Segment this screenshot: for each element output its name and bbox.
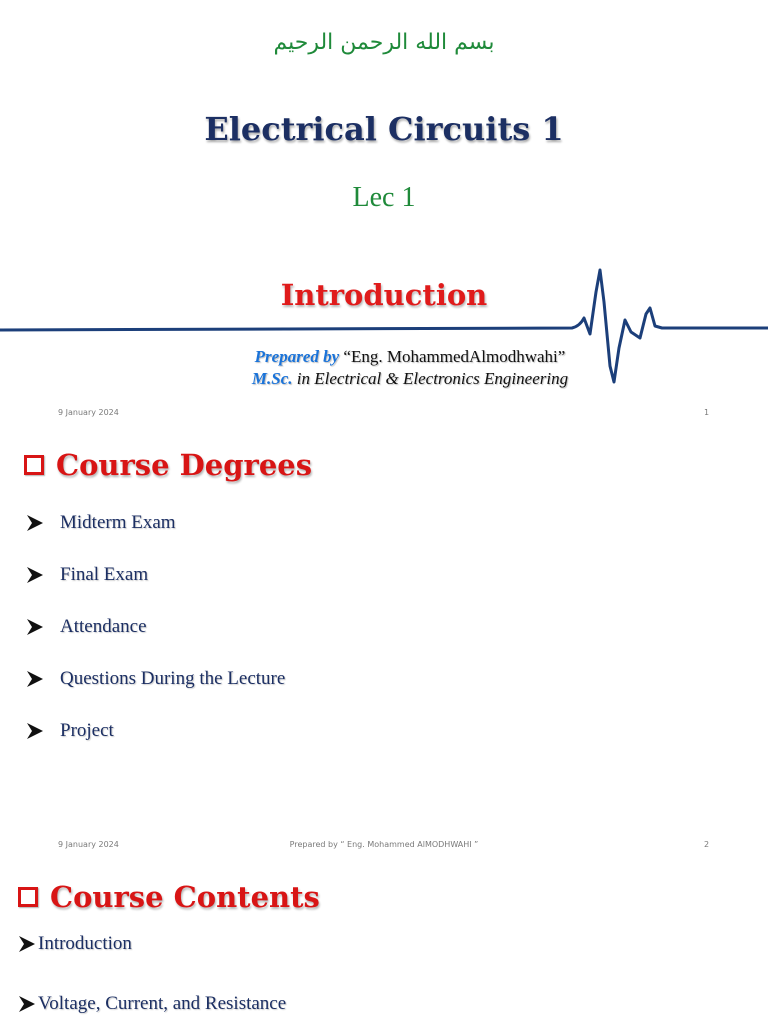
slide-course-contents <box>0 862 768 1024</box>
section-heading <box>18 880 320 914</box>
list-item <box>18 974 286 1024</box>
prepared-label: Prepared by <box>254 347 340 366</box>
list-item-label: Project <box>60 720 114 741</box>
contents-list <box>18 914 286 1024</box>
list-item <box>18 914 286 974</box>
author-line <box>0 346 768 368</box>
author-name: “Eng. MohammedAlmodhwahi” <box>343 347 566 366</box>
list-item <box>26 497 285 549</box>
section-heading-text: Course Contents <box>50 880 320 914</box>
page-number: 1 <box>704 408 710 417</box>
footer-date: 9 January 2024 <box>58 408 119 417</box>
checkbox-bullet-icon <box>18 887 38 907</box>
checkbox-bullet-icon <box>24 455 44 475</box>
arrow-bullet-icon <box>18 935 36 953</box>
section-heading-text: Course Degrees <box>56 448 313 482</box>
list-item <box>26 549 285 601</box>
list-item-label: Attendance <box>60 616 147 637</box>
course-title: Electrical Circuits 1 <box>204 110 564 148</box>
degree-text: in Electrical & Electronics Engineering <box>292 369 569 388</box>
arrow-bullet-icon <box>26 722 44 740</box>
degrees-list <box>26 497 285 757</box>
arrow-bullet-icon <box>26 514 44 532</box>
arrow-bullet-icon <box>26 566 44 584</box>
list-item-label: Midterm Exam <box>60 512 176 533</box>
list-item-label: Voltage, Current, and Resistance <box>38 993 287 1014</box>
arrow-bullet-icon <box>18 995 36 1013</box>
list-item <box>26 653 285 705</box>
slide-course-degrees <box>0 430 768 862</box>
list-item-label: Questions During the Lecture <box>60 668 286 689</box>
bismillah-text: بسم الله الرحمن الرحيم <box>273 30 495 55</box>
author-block <box>0 346 768 390</box>
degree-abbr: M.Sc. <box>251 369 293 388</box>
footer-date: 9 January 2024 <box>58 840 119 849</box>
footer-author: Prepared by “ Eng. Mohammed AlMODHWAHI ” <box>289 840 479 849</box>
arrow-bullet-icon <box>26 670 44 688</box>
list-item-label: Final Exam <box>60 564 149 585</box>
list-item-label: Introduction <box>38 933 132 954</box>
degree-line <box>0 368 768 390</box>
topic-title: Introduction <box>280 278 488 312</box>
list-item <box>26 705 285 757</box>
section-heading <box>24 448 312 482</box>
page-number: 2 <box>704 840 710 849</box>
list-item <box>26 601 285 653</box>
slide-title <box>0 0 768 430</box>
arrow-bullet-icon <box>26 618 44 636</box>
lecture-number: Lec 1 <box>352 182 416 213</box>
